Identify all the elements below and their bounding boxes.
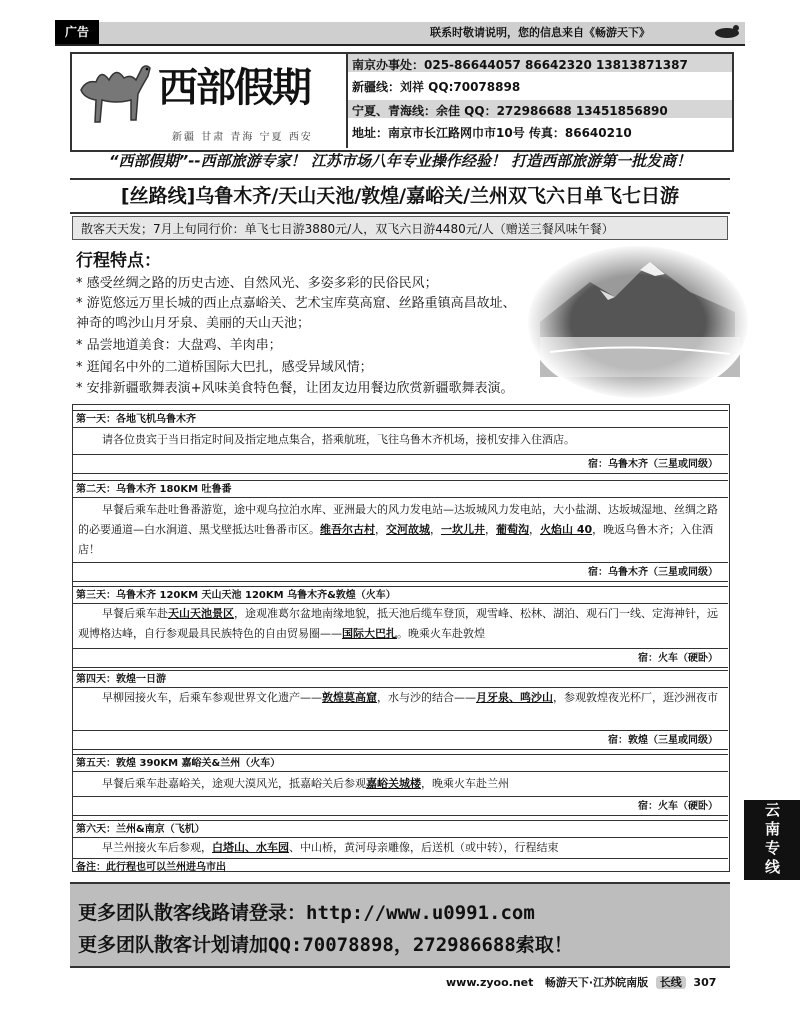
day1-header: 第一天：各地飞机乌鲁木齐 [72, 410, 728, 428]
spot-jiayuguan: 嘉峪关城楼 [366, 777, 421, 790]
day5-header: 第五天：敦煌 390KM 嘉峪关&兰州（火车） [72, 754, 728, 772]
day4-stay: 宿：敦煌（三星或同级） [72, 730, 728, 750]
contact-nanjing: 南京办事处：025-86644057 86642320 13813871387 [352, 58, 688, 72]
features-title: 行程特点： [76, 251, 161, 271]
logo-title: 西部假期 [158, 64, 310, 111]
day4-header: 第四天：敦煌一日游 [72, 670, 728, 688]
day1-stay: 宿：乌鲁木齐（三星或同级） [72, 454, 728, 474]
feature-item: * 品尝地道美食：大盘鸡、羊肉串； [76, 338, 282, 353]
feature-item: * 游览悠远万里长城的西止点嘉峪关、艺术宝库莫高窟、丝路重镇高昌故址、 [76, 296, 516, 311]
price-line: 散客天天发；7月上旬同行价：单飞七日游3880元/人，双飞六日游4480元/人（赠送三餐风味午餐） [72, 216, 728, 240]
slogan: “西部假期”--西部旅游专家！ 江苏市场八年专业操作经验！ 打造西部旅游第一批发商！ [108, 152, 692, 170]
contact-address: 地址：南京市长江路网巾市10号 传真：86640210 [352, 126, 632, 140]
feature-item: * 安排新疆歌舞表演+风味美食特色餐，让团友边用餐边欣赏新疆歌舞表演。 [76, 381, 514, 396]
day2-body: 早餐后乘车赴吐鲁番游览，途中观乌拉泊水库、亚洲最大的风力发电站—达坂城风力发电站，大小盐湖、达坂城湿地、丝绸之路的必要通道—白水涧道、黑戈壁抵达吐鲁番市区。维吾尔古村，交河故城，一坎儿井，葡萄沟，火焰山 40，晚返乌鲁木齐；入住酒店！ [78, 503, 718, 556]
day6-header: 第六天：兰州&南京（飞机） [72, 820, 728, 838]
footer-magazine: 畅游天下·江苏皖南版 [544, 976, 649, 989]
camel-icon [76, 60, 156, 130]
day5-body: 早餐后乘车赴嘉峪关，途观大漠风光，抵嘉峪关后参观嘉峪关城楼，晚乘火车赴兰州 [102, 777, 509, 790]
promo-banner [70, 882, 730, 968]
side-tab-yunnan: 云南专线 [744, 800, 800, 880]
feature-item: * 感受丝绸之路的历史古迹、自然风光、多姿多彩的民俗民风； [76, 276, 438, 291]
spot-uyghur-village: 维吾尔古村 [320, 523, 375, 536]
mountain-lake-photo [520, 242, 748, 402]
day3-stay: 宿：火车（硬卧） [72, 648, 728, 668]
promo-website: 更多团队散客线路请登录：http://www.u0991.com [78, 902, 535, 924]
day5-stay: 宿：火车（硬卧） [72, 796, 728, 816]
spot-bazaar: 国际大巴扎 [342, 627, 397, 640]
spot-crescent-lake: 月牙泉、鸣沙山 [476, 691, 553, 704]
spot-grape-valley: 葡萄沟 [496, 523, 529, 536]
logo-subtitle: 新疆 甘肃 青海 宁夏 西安 [172, 132, 313, 143]
day2-header: 第二天：乌鲁木齐 180KM 吐鲁番 [72, 480, 728, 498]
footer [446, 974, 716, 990]
spot-jiaohe: 交河故城 [386, 523, 430, 536]
day3-header: 第三天：乌鲁木齐 120KM 天山天池 120KM 乌鲁木齐&敦煌（火车） [72, 586, 728, 604]
footer-section: 长线 [656, 976, 686, 989]
feature-item: 神奇的鸣沙山月牙泉、美丽的天山天池； [76, 316, 311, 331]
route-title: [丝路线]乌鲁木齐/天山天池/敦煌/嘉峪关/兰州双飞六日单飞七日游 [70, 178, 730, 214]
page-number: 307 [693, 976, 717, 989]
day4-body: 早柳园接火车，后乘车参观世界文化遗产——敦煌莫高窟，水与沙的结合——月牙泉、鸣沙山，参观敦煌夜光杯厂，逛沙洲夜市 [102, 691, 718, 704]
spot-white-pagoda: 白塔山、水车园 [212, 841, 289, 854]
contact-xinjiang: 新疆线：刘祥 QQ:70078898 [352, 80, 521, 94]
spot-tianchi: 天山天池景区 [168, 607, 234, 620]
spot-karez: 一坎儿井 [441, 523, 485, 536]
day6-body: 早兰州接火车后参观，白塔山、水车园、中山桥，黄河母亲雕像，后送机（或中转），行程结束 [102, 841, 559, 854]
ad-tag: 广告 [55, 20, 99, 44]
promo-qq: 更多团队散客计划请加QQ:70078898，272986688索取！ [78, 934, 573, 956]
feature-item: * 逛闻名中外的二道桥国际大巴扎，感受异域风情； [76, 360, 373, 375]
mascot-icon [712, 22, 742, 40]
contact-panel [346, 54, 732, 148]
day3-body: 早餐后乘车赴天山天池景区，途观准葛尔盆地南缘地貌，抵天池后缆车登顶，观雪峰、松林、湖泊、观石门一线、定海神针，远观博格达峰，自行参观最具民族特色的自由贸易圈——国际大巴扎。晚乘火车赴敦煌 [78, 607, 718, 640]
spot-flaming-mountains: 火焰山 40 [540, 523, 593, 536]
source-note: 联系时敬请说明，您的信息来自《畅游天下》 [430, 26, 650, 39]
spot-mogao: 敦煌莫高窟 [322, 691, 377, 704]
day1-body: 请各位贵宾于当日指定时间及指定地点集合，搭乘航班，飞往乌鲁木齐机场，接机安排入住酒店。 [102, 433, 575, 446]
footer-site: www.zyoo.net [446, 976, 534, 989]
itinerary-note: 备注：此行程也可以兰州进乌市出 [72, 858, 728, 876]
day2-stay: 宿：乌鲁木齐（三星或同级） [72, 562, 728, 582]
contact-ningxia: 宁夏、青海线：余佳 QQ：272986688 13451856890 [352, 104, 668, 118]
